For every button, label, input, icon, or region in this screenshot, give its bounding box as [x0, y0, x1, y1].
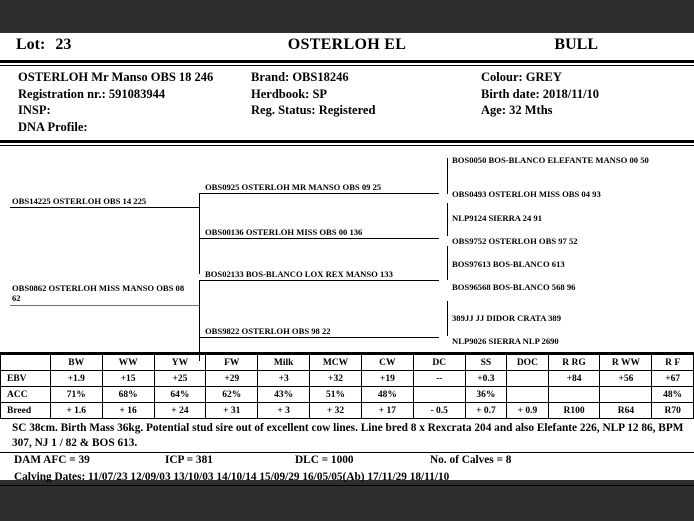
- pedigree-dam-bracket: [199, 281, 200, 361]
- dam-statistics-row: [0, 453, 694, 470]
- pedigree-chart: [0, 146, 694, 351]
- ebv-col-head-bw: BW: [50, 355, 102, 371]
- pedigree-dam-underline: [10, 305, 200, 306]
- ebv-row-ebv: [1, 371, 694, 387]
- ebv-row-breed: [1, 403, 694, 419]
- ebv-acc-bw: 71%: [50, 387, 102, 403]
- ebv-ebv-dc: --: [413, 371, 465, 387]
- ebv-breed-bw: + 1.6: [50, 403, 102, 419]
- ebv-ebv-bw: +1.9: [50, 371, 102, 387]
- ebv-ebv-doc: [507, 371, 548, 387]
- pedigree-gg-4: OBS9752 OSTERLOH OBS 97 52: [452, 236, 578, 246]
- pedigree-dam-sire-underline: [199, 280, 439, 281]
- pedigree-dam-dam: OBS9822 OSTERLOH OBS 98 22: [205, 326, 331, 336]
- info-colour: Colour: GREY: [481, 70, 562, 84]
- ebv-breed-rf: R70: [652, 403, 694, 419]
- ebv-ebv-ww: +15: [102, 371, 154, 387]
- ebv-breed-milk: + 3: [258, 403, 310, 419]
- pedigree-sire-dam-underline: [199, 238, 439, 239]
- info-reg-status: Reg. Status: Registered: [251, 103, 376, 117]
- pedigree-dam-dam-underline: [199, 337, 439, 338]
- info-birth-date: Birth date: 2018/11/10: [481, 86, 600, 101]
- remarks-text: SC 38cm. Birth Mass 36kg. Potential stud sire out of excellent cow lines. Line bred 8 x Rexcrata 204 and also Elefante 226, NLP 12 86, BPM 307, NJ 1 / 82 & BOS 613.: [12, 422, 684, 449]
- ebv-row-acc: [1, 387, 694, 403]
- stat-dlc: DLC = 1000: [295, 454, 354, 466]
- lot-label: Lot:: [16, 36, 46, 53]
- ebv-ebv-cw: +19: [361, 371, 413, 387]
- pedigree-dam-sire: BOS02133 BOS-BLANCO LOX REX MANSO 133: [205, 269, 393, 279]
- ebv-ebv-fw: +29: [206, 371, 258, 387]
- pedigree-gg-6: BOS96568 BOS-BLANCO 568 96: [452, 282, 576, 292]
- pedigree-gg-3: NLP9124 SIERRA 24 91: [452, 213, 543, 223]
- ebv-row-label-breed: Breed: [1, 403, 51, 419]
- ebv-col-head-ww: WW: [102, 355, 154, 371]
- ebv-ebv-rrg: +84: [548, 371, 600, 387]
- ebv-row-label-acc: ACC: [1, 387, 51, 403]
- ebv-acc-ww: 68%: [102, 387, 154, 403]
- ebv-col-head-doc: DOC: [507, 355, 548, 371]
- bottom-divider: [0, 485, 694, 486]
- stat-calves: No. of Calves = 8: [430, 454, 512, 466]
- ebv-col-head-mcw: MCW: [310, 355, 362, 371]
- pedigree-sire: OBS14225 OSTERLOH OBS 14 225: [12, 196, 147, 206]
- pedigree-sire-sire-underline: [199, 193, 439, 194]
- info-column-registry: [251, 69, 375, 119]
- ebv-col-head-rww: R WW: [600, 355, 652, 371]
- info-column-identity: [18, 69, 213, 135]
- ebv-ebv-milk: +3: [258, 371, 310, 387]
- ebv-breed-rww: R64: [600, 403, 652, 419]
- ebv-col-head-cw: CW: [361, 355, 413, 371]
- stat-icp: ICP = 381: [165, 454, 213, 466]
- ebv-col-head-dc: DC: [413, 355, 465, 371]
- ebv-table-wrap: [0, 355, 694, 419]
- ebv-breed-ww: + 16: [102, 403, 154, 419]
- ebv-col-head-ss: SS: [465, 355, 506, 371]
- lot-number: 23: [55, 36, 72, 53]
- ebv-breed-ss: + 0.7: [465, 403, 506, 419]
- info-animal-fullname: OSTERLOH Mr Manso OBS 18 246: [18, 70, 214, 84]
- info-herdbook: Herdbook: SP: [251, 86, 328, 101]
- animal-info-block: [0, 66, 694, 139]
- ebv-ebv-rww: +56: [600, 371, 652, 387]
- ebv-ebv-rf: +67: [652, 371, 694, 387]
- ebv-acc-dc: [413, 387, 465, 403]
- page-title: [0, 33, 694, 59]
- ebv-acc-cw: 48%: [361, 387, 413, 403]
- ebv-table: [0, 355, 694, 419]
- pedigree-gg-5: BOS97613 BOS-BLANCO 613: [452, 259, 565, 269]
- pedigree-sire-sire: OBS0925 OSTERLOH MR MANSO OBS 09 25: [205, 182, 382, 192]
- ebv-acc-yw: 64%: [154, 387, 206, 403]
- ebv-col-head-blank: [1, 355, 51, 371]
- ebv-ebv-yw: +25: [154, 371, 206, 387]
- ebv-ebv-mcw: +32: [310, 371, 362, 387]
- ebv-col-head-rrg: R RG: [548, 355, 600, 371]
- info-column-attributes: [481, 69, 599, 119]
- ebv-breed-rrg: R100: [548, 403, 600, 419]
- ebv-col-head-rf: R F: [652, 355, 694, 371]
- ebv-ebv-ss: +0.3: [465, 371, 506, 387]
- calving-dates: Calving Dates: 11/07/23 12/09/03 13/10/03 14/10/14 15/09/29 16/05/05(Ab) 17/11/29 18/11/10: [14, 471, 450, 483]
- stat-dam-afc: DAM AFC = 39: [14, 454, 90, 466]
- pedigree-gg-8: NLP9026 SIERRA NLP 2690: [452, 336, 559, 346]
- ebv-acc-rrg: [548, 387, 600, 403]
- info-registration: Registration nr.: 591083944: [18, 86, 166, 101]
- pedigree-gg-bracket-4: [447, 301, 448, 336]
- pedigree-gg-bracket-3: [447, 246, 448, 280]
- ebv-acc-fw: 62%: [206, 387, 258, 403]
- info-age: Age: 32 Mths: [481, 103, 553, 117]
- ebv-breed-cw: + 17: [361, 403, 413, 419]
- pedigree-gg-1: BOS0050 BOS-BLANCO ELEFANTE MANSO 00 50: [452, 155, 649, 165]
- pedigree-gg-2: OBS0493 OSTERLOH MISS OBS 04 93: [452, 189, 601, 199]
- ebv-breed-doc: + 0.9: [507, 403, 548, 419]
- pedigree-dam: OBS0862 OSTERLOH MISS MANSO OBS 08 62: [12, 283, 185, 303]
- ebv-acc-rf: 48%: [652, 387, 694, 403]
- ebv-acc-mcw: 51%: [310, 387, 362, 403]
- ebv-col-head-fw: FW: [206, 355, 258, 371]
- ebv-acc-ss: 36%: [465, 387, 506, 403]
- animal-sex: BULL: [554, 36, 598, 53]
- ebv-header-row: [1, 355, 694, 371]
- ebv-acc-rww: [600, 387, 652, 403]
- pedigree-gg-bracket-2: [447, 203, 448, 236]
- ebv-acc-milk: 43%: [258, 387, 310, 403]
- ebv-breed-yw: + 24: [154, 403, 206, 419]
- info-dna-profile: DNA Profile:: [18, 119, 88, 134]
- ebv-col-head-yw: YW: [154, 355, 206, 371]
- catalogue-page: [0, 33, 694, 483]
- pedigree-sire-dam: OBS00136 OSTERLOH MISS OBS 00 136: [205, 227, 363, 237]
- ebv-breed-mcw: + 32: [310, 403, 362, 419]
- ebv-breed-fw: + 31: [206, 403, 258, 419]
- ebv-acc-doc: [507, 387, 548, 403]
- pedigree-gg-bracket-1: [447, 158, 448, 194]
- info-brand: Brand: OBS18246: [251, 70, 349, 84]
- animal-name: OSTERLOH EL: [287, 36, 407, 53]
- ebv-breed-dc: - 0.5: [413, 403, 465, 419]
- pedigree-gg-7: 389JJ JJ DIDOR CRATA 389: [452, 313, 562, 323]
- ebv-col-head-milk: Milk: [258, 355, 310, 371]
- pedigree-sire-underline: [10, 207, 200, 208]
- pedigree-sire-bracket: [199, 194, 200, 274]
- info-inspection: INSP:: [18, 103, 51, 117]
- ebv-row-label-ebv: EBV: [1, 371, 51, 387]
